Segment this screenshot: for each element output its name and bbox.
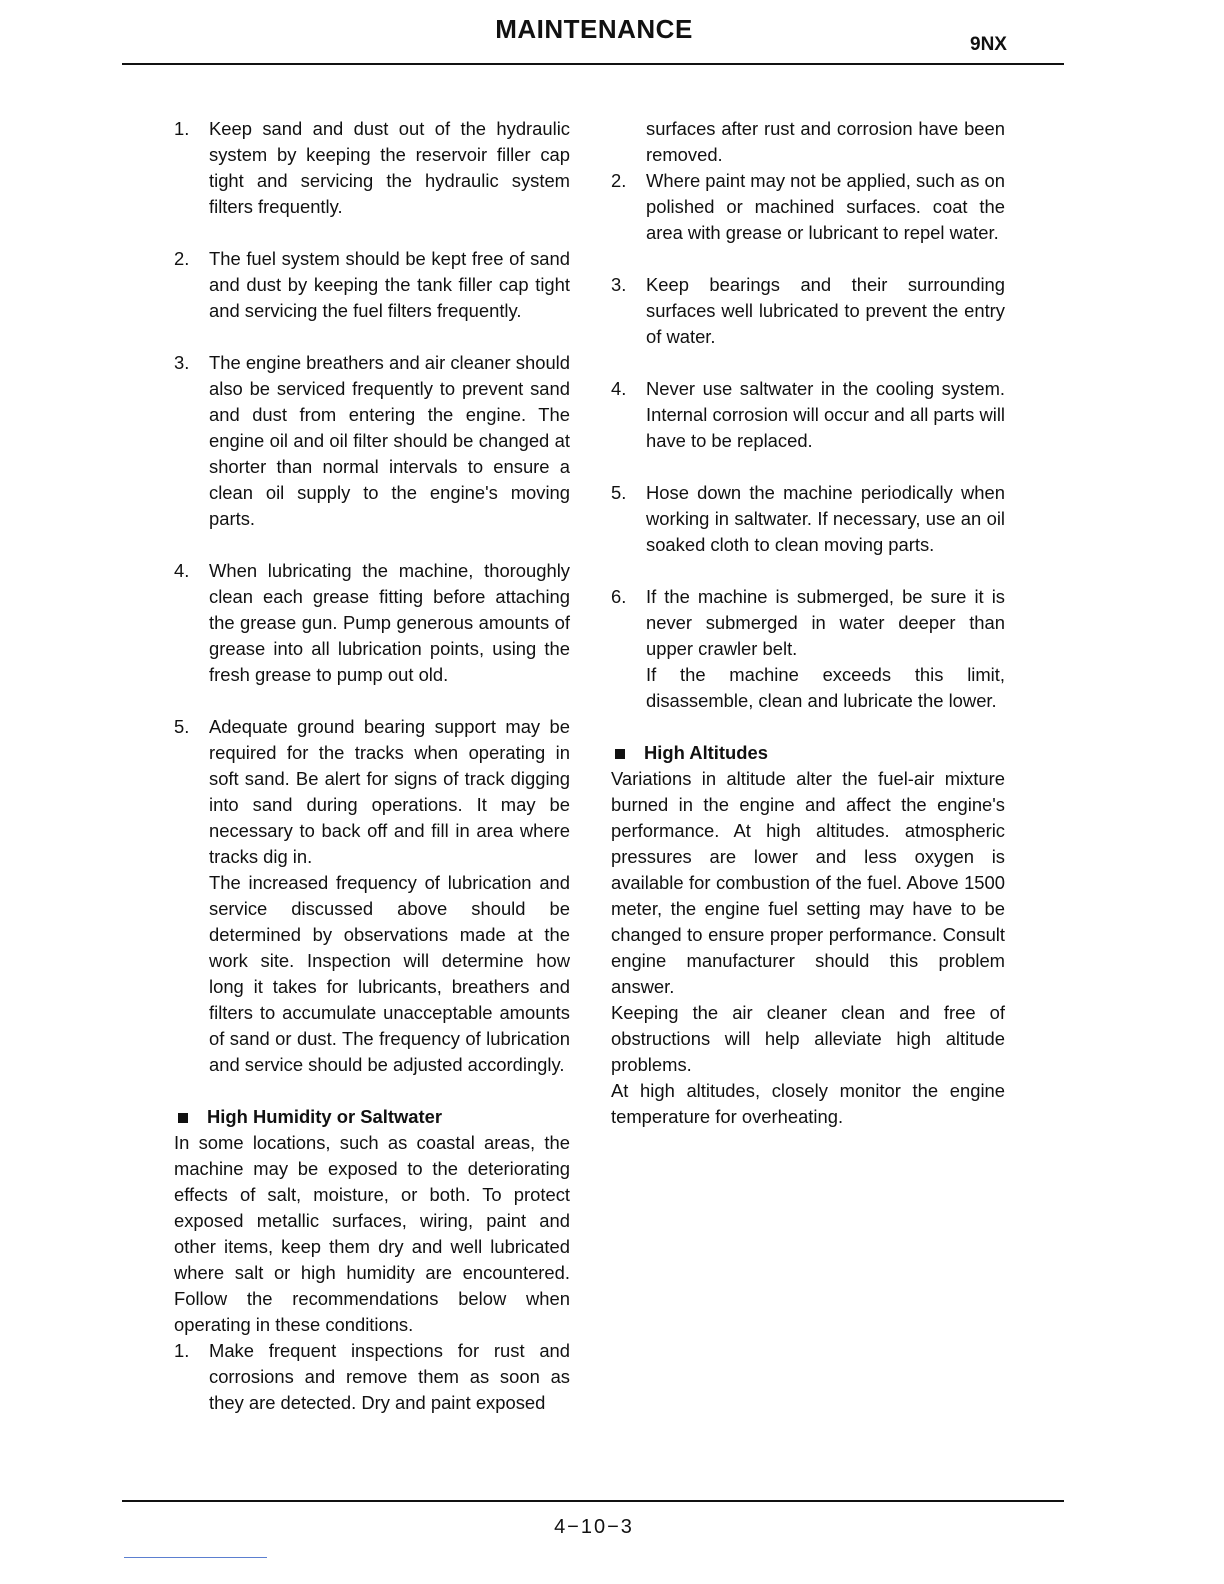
- list-text: When lubricating the machine, thoroughly clean each grease fitting before attaching the grease gun. Pump generous amounts of grease into all lubrication points, using the fresh grease to pump out old.: [209, 560, 570, 685]
- list-item: [611, 584, 1005, 714]
- model-code: 9NX: [970, 34, 1007, 55]
- list-item: [611, 272, 1005, 350]
- list-text: Make frequent inspections for rust and corrosions and remove them as soon as they are detected. Dry and paint exposed: [209, 1340, 570, 1413]
- list-text: Adequate ground bearing support may be required for the tracks when operating in soft sand. Be alert for signs of track digging into sand during operations. It may be necessary to back off and fill in area where tracks dig in.: [209, 716, 570, 867]
- list-item: [611, 376, 1005, 454]
- list-item: [174, 246, 570, 324]
- list-number: 1.: [174, 118, 190, 139]
- list-text: The fuel system should be kept free of sand and dust by keeping the tank filler cap tight and servicing the fuel filters frequently.: [209, 248, 570, 321]
- list-number: 2.: [174, 248, 190, 269]
- list-text: The engine breathers and air cleaner should also be serviced frequently to prevent sand and dust from entering the engine. The engine oil and oil filter should be changed at shorter than normal intervals to ensure a clean oil supply to the engine's moving parts.: [209, 352, 570, 529]
- list-number: 4.: [611, 378, 627, 399]
- list-item: [611, 168, 1005, 246]
- list-text: Where paint may not be applied, such as on polished or machined surfaces. coat the area with grease or lubricant to repel water.: [646, 170, 1005, 243]
- page-number: 4−10−3: [554, 1516, 634, 1538]
- list-number: 3.: [174, 352, 190, 373]
- list-number: 5.: [174, 716, 190, 737]
- list-number: 4.: [174, 560, 190, 581]
- list-text: Keep bearings and their surrounding surfaces well lubricated to prevent the entry of water.: [646, 274, 1005, 347]
- header-rule: [122, 63, 1064, 65]
- humidity-list: [174, 1338, 570, 1416]
- list-number: 6.: [611, 586, 627, 607]
- square-bullet-icon: [178, 1113, 188, 1123]
- humidity-list-continued: [611, 168, 1005, 714]
- list-item: [174, 1338, 570, 1416]
- list-text: Never use saltwater in the cooling system. Internal corrosion will occur and all parts will have to be replaced.: [646, 378, 1005, 451]
- list-item: [174, 350, 570, 532]
- list-item: [174, 116, 570, 220]
- heading-text: High Altitudes: [644, 742, 768, 763]
- altitude-paragraph: At high altitudes, closely monitor the engine temperature for overheating.: [611, 1080, 1005, 1127]
- section-heading-humidity: [174, 1104, 570, 1130]
- list-text: Keep sand and dust out of the hydraulic system by keeping the reservoir filler cap tight and servicing the hydraulic system filters frequently.: [209, 118, 570, 217]
- list-text: If the machine is submerged, be sure it is never submerged in water deeper than upper crawler belt.: [646, 586, 1005, 659]
- square-bullet-icon: [615, 749, 625, 759]
- footer-rule: [122, 1500, 1064, 1502]
- list-number: 5.: [611, 482, 627, 503]
- list-text-extra: If the machine exceeds this limit, disassemble, clean and lubricate the lower.: [646, 664, 1005, 711]
- list-number: 3.: [611, 274, 627, 295]
- list-number: 1.: [174, 1340, 190, 1361]
- altitude-paragraph: Variations in altitude alter the fuel-air mixture burned in the engine and affect the engine's performance. At high altitudes. atmospheric pressures are lower and less oxygen is available for combustion of the fuel. Above 1500 meter, the engine fuel setting may have to be changed to ensure proper performance. Consult engine manufacturer should this problem answer.: [611, 768, 1005, 997]
- list-number: 2.: [611, 170, 627, 191]
- left-column: [174, 116, 570, 1416]
- heading-text: High Humidity or Saltwater: [207, 1106, 443, 1127]
- list-continuation: surfaces after rust and corrosion have been removed.: [646, 118, 1005, 165]
- list-item: [611, 480, 1005, 558]
- right-column: [611, 116, 1005, 1130]
- corner-mark: [124, 1557, 267, 1558]
- humidity-intro: In some locations, such as coastal areas, the machine may be exposed to the deteriorating effects of salt, moisture, or both. To protect exposed metallic surfaces, wiring, paint and other items, keep them dry and well lubricated where salt or high humidity are encountered. Follow the recommendations below when operating in these conditions.: [174, 1132, 570, 1335]
- sand-dust-list: [174, 116, 570, 1078]
- section-heading-altitude: [611, 740, 1005, 766]
- list-text: Hose down the machine periodically when working in saltwater. If necessary, use an oil soaked cloth to clean moving parts.: [646, 482, 1005, 555]
- list-text-extra: The increased frequency of lubrication and service discussed above should be determined by observations made at the work site. Inspection will determine how long it takes for lubricants, breathers and filters to accumulate unacceptable amounts of sand or dust. The frequency of lubrication and service should be adjusted accordingly.: [209, 872, 570, 1075]
- altitude-paragraph: Keeping the air cleaner clean and free of obstructions will help alleviate high altitude problems.: [611, 1002, 1005, 1075]
- page-title: MAINTENANCE: [495, 14, 693, 44]
- list-item: [174, 558, 570, 688]
- list-item: [174, 714, 570, 1078]
